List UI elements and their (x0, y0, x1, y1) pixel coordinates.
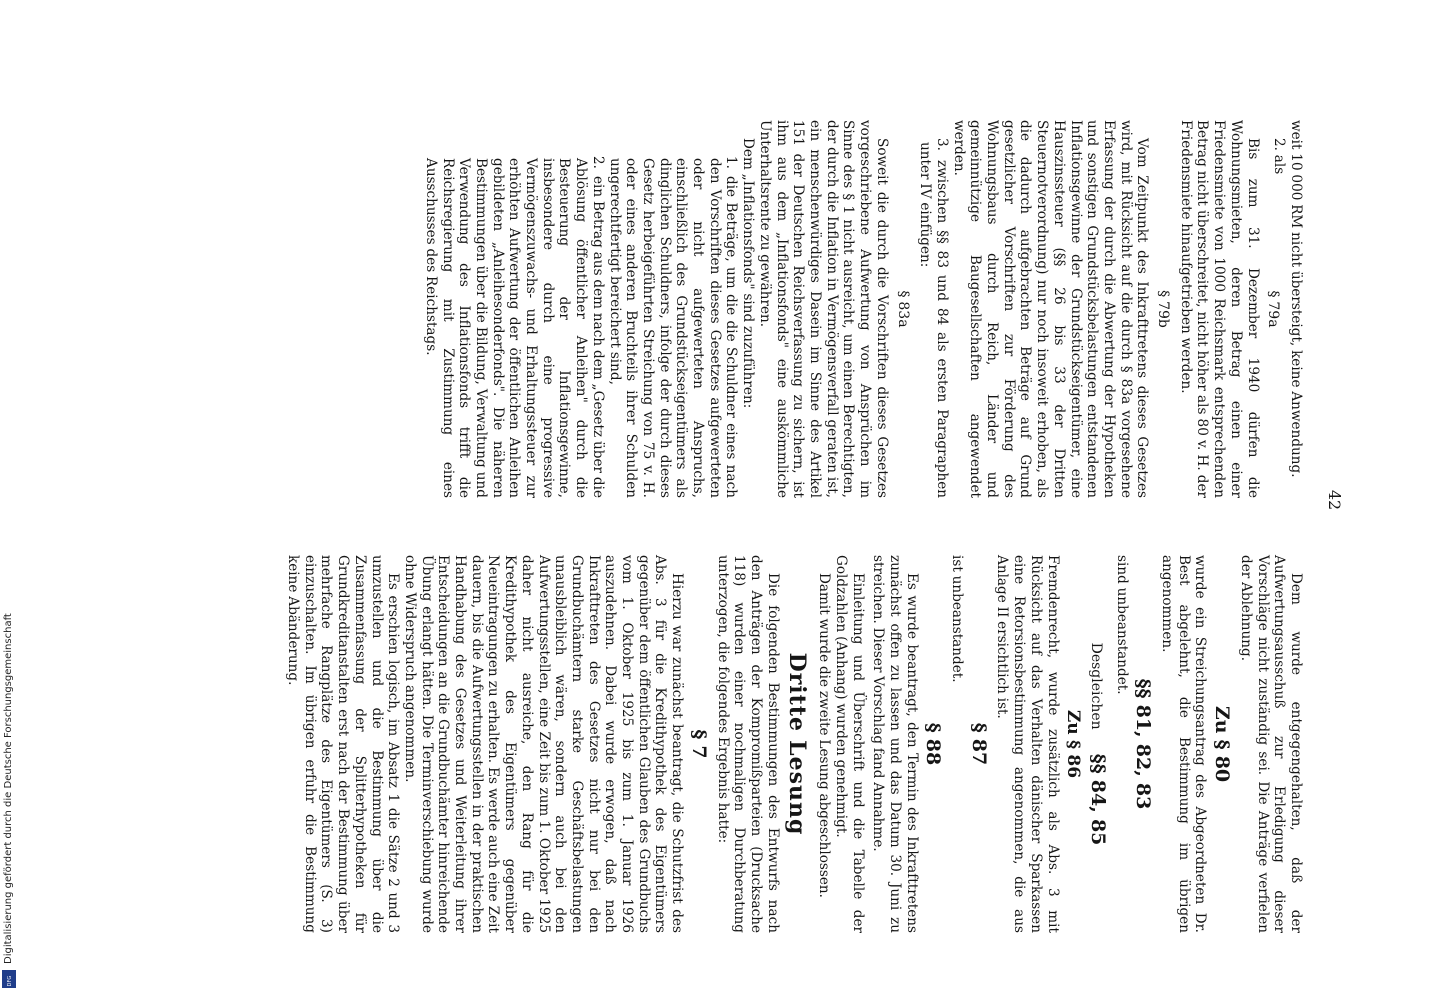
list-text: zwischen §§ 83 und 84 als ersten Paragraphen unter IV einfügen: (917, 142, 950, 498)
heading-text: §§ 84, 85 (1086, 753, 1109, 846)
list-number: 2. als (1271, 138, 1288, 175)
list-number: 3. (933, 138, 950, 151)
paragraph: Dem „Inflationsfonds" sind zuzuführen: (740, 138, 757, 409)
sub-item-2 (422, 120, 606, 498)
paragraph: Die folgenden Bestimmungen des Entwurfs nach den Anträgen der Kompromißparteien (Drucksache 118) wurden einer nochmaligen Durchberatung unterzogen, die folgendes Ergebnis hatte: (714, 555, 781, 933)
page-number: 42 (1325, 489, 1344, 511)
section-heading: § 79b (1155, 290, 1172, 328)
section-heading: Zu § 86 (1063, 709, 1084, 779)
left-column (422, 120, 1304, 498)
list-number: 1. (723, 156, 740, 169)
sub-item-1 (606, 120, 740, 498)
dfg-logo-icon (2, 970, 16, 988)
list-number: 2. (589, 156, 606, 169)
paragraph: weit 10 000 RM nicht übersteigt, keine Anwendung. (1288, 120, 1304, 478)
footer (0, 0, 20, 994)
heading-prefix: Desgleichen (1087, 642, 1104, 730)
section-heading: Zu § 80 (1211, 705, 1234, 783)
footer-text: Digitalisierung gefördert durch die Deutsche Forschungsgemeinschaft (3, 613, 14, 964)
paragraph: Soweit die durch die Vorschriften dieses Gesetzes vorgeschriebene Aufwertung von Ansprüchen im Sinne des § 1 nicht ausreicht, um einen Berechtigten, der durch die Inflation in Vermögensverfall geraten ist, ein menschenwürdiges Dasein im Sinne des Artikel 151 der Deutschen Reichsverfassung zu sichern, ist ihm aus dem „Inflationsfonds" eine auskömmliche Unterhaltsrente zu gewähren. (756, 120, 890, 498)
paragraph: Dem wurde entgegengehalten, daß der Aufwertungsausschuß zur Erledigung dieser Vorschläge nicht zuständig sei. Die Anträge verfielen der Ablehnung. (1237, 555, 1304, 933)
paragraph: sind unbeanstandet. (1113, 555, 1130, 695)
section-heading: § 87 (967, 722, 990, 766)
list-text: ein Betrag aus dem nach dem „Gesetz über die Ablösung öffentlicher Anleihen" durch die Besteuerung der Inflationsgewinne, insbesondere durch eine progressive Vermögenszuwachs- und Erhaltungssteuer zur erhöhten Aufwertung der öffentlichen Anleihen gebildeten „Anleihesonderfonds". Die näheren Bestimmungen über die Bildung, Verwaltung und Verwendung des Inflationsfonds trifft die Reichsregierung mit Zustimmung eines Ausschusses des Reichstags. (422, 158, 606, 498)
paragraph: Fremdenrecht, wurde zusätzlich als Abs. 3 mit Rücksicht auf das Verhalten dänischer Sparkassen eine Retorsionsbestimmung angenommen, die aus Anlage II ersichtlich ist. (994, 555, 1061, 933)
dfg-logo-text: DFG (7, 975, 13, 987)
section-heading: § 7 (687, 729, 710, 759)
paragraph: ist unbeanstandet. (949, 555, 966, 683)
paragraph: Bis zum 31. Dezember 1940 dürfen die Wohnungsmieten, deren Betrag einen einer Friedensmiete von 1000 Reichsmark entsprechenden Betrag nicht überschreitet, nicht höher als 80 v. H. der Friedensmiete hinaufgetrieben werden. (1177, 120, 1261, 498)
section-heading: § 88 (922, 722, 945, 766)
section-heading: § 83a (894, 290, 911, 328)
paragraph: Es erschien logisch, im Absatz 1 die Sätze 2 und 3 umzustellen und die Bestimmung über die Zusammenfassung der Splitterhypotheken für Grundkreditanstalten erst nach der Bestimmung über mehrfache Rangplätze des Eigentümers (S. 3) einzuschalten. Im übrigen erfuhr die Bestimmung keine Abänderung. (285, 555, 402, 933)
paragraph: Vom Zeitpunkt des Inkrafttretens dieses Gesetzes wird, mit Rücksicht auf die durch § 83a vorgesehene Erfassung der durch die Abwertung der Hypotheken und sonstigen Grundstücksbelastungen entstandenen Inflationsgewinne der Grundstückseigentümer, eine Hauszinssteuer (§§ 26 bis 33 der Dritten Steuernotverordnung) nur noch insoweit erhoben, als die dadurch aufgebrachten Beträge auf Grund gesetzlicher Vorschriften zur Förderung des Wohnungsbaus durch Reich, Länder und gemeinnützige Baugesellschaften angewendet werden. (950, 120, 1151, 498)
paragraph: Hierzu war zunächst beantragt, die Schutzfrist des Abs. 3 für die Kredithypothek des Eigentümers gegenüber dem öffentlichen Glauben des Grundbuchs vom 1. Oktober 1925 bis zum 1. Januar 1926 auszudehnen. Dabei wurde erwogen, daß nach Inkrafttreten des Gesetzes nicht nur bei den Grundbuchämtern starke Geschäftsbelastungen unausbleiblich wären, sondern auch bei den Aufwertungsstellen, eine Zeit bis zum 1. Oktober 1925 daher nicht ausreiche, den Rang für die Kredithypothek des Eigentümers gegenüber Neueintragungen zu erhalten. Es werde auch eine Zeit dauern, bis die Aufwertungsstellen in der praktischen Handhabung des Gesetzes und Weiterleitung ihrer Entscheidungen an die Grundbuchämter hinreichende Übung erlangt hätten. Die Terminverschiebung wurde ohne Widerspruch angenommen. (401, 555, 686, 933)
paragraph: Es wurde beantragt, den Termin des Inkrafttretens zunächst offen zu lassen und das Datum 30. Juni zu streichen. Dieser Vorschlag fand Annahme. (870, 555, 920, 933)
paragraph: wurde ein Streichungsantrag des Abgeordneten Dr. Best abgelehnt, die Bestimmung im übrigen angenommen. (1159, 555, 1209, 933)
right-column (284, 555, 1304, 933)
section-heading (1086, 555, 1109, 933)
section-heading: §§ 81, 82, 83 (1132, 678, 1155, 810)
section-heading: § 79a (1265, 290, 1282, 328)
paragraph: Einleitung und Überschrift und die Tabelle der Goldzahlen (Anhang) wurden genehmigt. (832, 555, 866, 933)
list-item-3 (917, 120, 950, 498)
list-text: die Beträge, um die die Schuldner eines nach den Vorschriften dieses Gesetzes aufgewerteten oder nicht aufgewerteten Anspruchs, einschließlich des Grundstückseigentümers als dinglichen Schuldners, infolge der durch dieses Gesetz herbeigeführten Streichung von 75 v. H. oder eines anderen Bruchteils ihrer Schulden ungerechtfertigt bereichert sind, (606, 158, 740, 498)
paragraph: Damit wurde die zweite Lesung abgeschlossen. (816, 573, 833, 898)
section-title: Dritte Lesung (784, 652, 811, 836)
